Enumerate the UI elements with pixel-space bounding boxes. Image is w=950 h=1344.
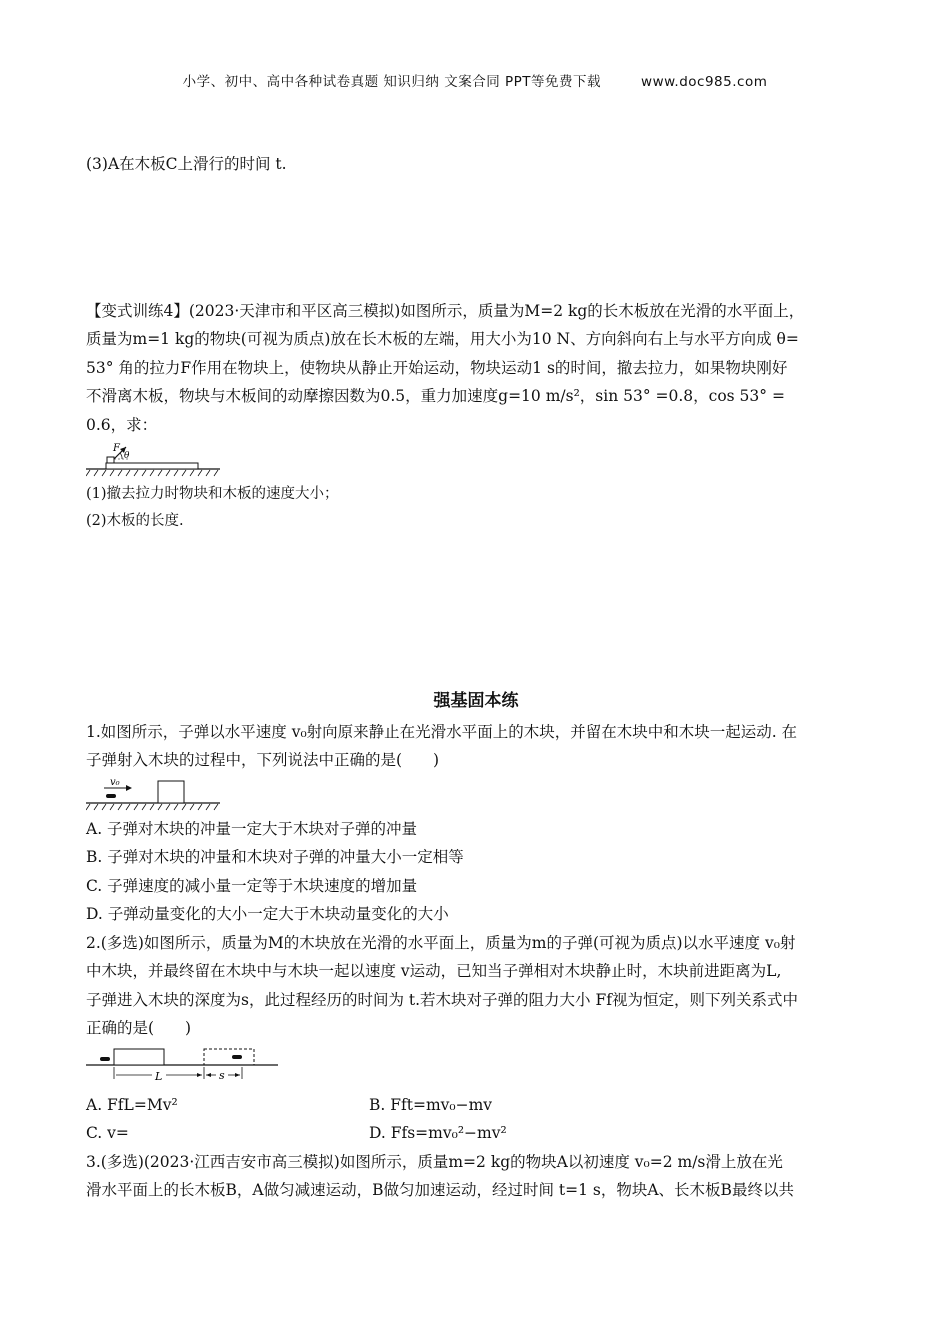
variant-exercise-4 bbox=[86, 297, 866, 536]
question-1 bbox=[86, 718, 866, 929]
board-force-figure bbox=[86, 441, 226, 477]
q2-line-1: 2.(多选)如图所示，质量为M的木块放在光滑的水平面上，质量为m的子弹(可视为质点)以水平速度 v₀射 bbox=[86, 933, 796, 952]
q2-options-row-2 bbox=[86, 1119, 866, 1148]
header-text: 小学、初中、高中各种试卷真题 知识归纳 文案合同 PPT等免费下载 bbox=[182, 74, 602, 90]
q1-option-b: B. 子弹对木块的冲量和木块对子弹的冲量大小一定相等 bbox=[86, 848, 464, 866]
variant-line-2: 质量为m=1 kg的物块(可视为质点)放在长木板的左端，用大小为10 N、方向斜向右上与水平方向成 θ= bbox=[86, 330, 799, 348]
bullet-penetration-figure bbox=[86, 1045, 286, 1087]
bullet bbox=[106, 794, 116, 798]
block bbox=[107, 457, 114, 463]
velocity-label: v₀ bbox=[110, 776, 120, 788]
page-header bbox=[0, 70, 950, 90]
q2-option-a: A. FfL=Mv² bbox=[86, 1095, 178, 1114]
bullet-initial bbox=[100, 1057, 110, 1061]
question-2 bbox=[86, 929, 866, 1148]
q1-line-2: 子弹射入木块的过程中，下列说法中正确的是( ) bbox=[86, 751, 440, 769]
q1-option-d: D. 子弹动量变化的大小一定大于木块动量变化的大小 bbox=[86, 905, 449, 923]
q3-line-1: 3.(多选)(2023·江西吉安市高三模拟)如图所示，质量m=2 kg的物块A以初速度 v₀=2 m/s滑上放在光 bbox=[86, 1152, 783, 1171]
variant-sub-2: (2)木板的长度. bbox=[86, 513, 184, 529]
variant-line-3: 53° 角的拉力F作用在物块上，使物块从静止开始运动，物块运动1 s的时间，撤去拉力，如果物块刚好 bbox=[86, 358, 788, 377]
bullet-final bbox=[232, 1055, 242, 1059]
q2-options-row-1 bbox=[86, 1091, 866, 1120]
q1-option-a: A. 子弹对木块的冲量一定大于木块对子弹的冲量 bbox=[86, 819, 418, 838]
distance-label-l: L bbox=[155, 1069, 163, 1083]
document-body bbox=[86, 150, 866, 1205]
answer-space bbox=[86, 179, 866, 297]
q2-line-2: 中木块，并最终留在木块中与木块一起以速度 v运动，已知当子弹相对木块静止时，木块前进距离为L, bbox=[86, 962, 782, 980]
q2-line-3: 子弹进入木块的深度为s，此过程经历的时间为 t.若木块对子弹的阻力大小 Ff视为恒定，则下列关系式中 bbox=[86, 990, 798, 1009]
angle-label: θ bbox=[124, 451, 130, 461]
variant-line-5: 0.6，求： bbox=[86, 415, 158, 434]
bullet-block-figure bbox=[86, 777, 226, 811]
variant-line-1: 【变式训练4】(2023·天津市和平区高三模拟)如图所示，质量为M=2 kg的长木板放在光滑的水平面上， bbox=[86, 301, 805, 320]
q1-option-c: C. 子弹速度的减小量一定等于木块速度的增加量 bbox=[86, 876, 418, 895]
section-title: 强基固本练 bbox=[433, 691, 519, 711]
q2-line-4: 正确的是( ) bbox=[86, 1019, 192, 1037]
header-site-link[interactable]: www.doc985.com bbox=[641, 74, 768, 90]
q2-option-b: B. Fft=mv₀−mv bbox=[369, 1095, 493, 1114]
q3-line-2: 滑水平面上的长木板B，A做匀减速运动，B做匀加速运动，经过时间 t=1 s，物块A、长木板B最终以共 bbox=[86, 1181, 794, 1199]
variant-label: 【变式训练4】 bbox=[86, 301, 189, 320]
force-label: F bbox=[113, 443, 120, 454]
wood-block bbox=[158, 781, 184, 803]
long-board bbox=[106, 463, 198, 469]
q1-line-1: 1.如图所示，子弹以水平速度 v₀射向原来静止在光滑水平面上的木块，并留在木块中和木块一起运动. 在 bbox=[86, 722, 798, 741]
question-part-3: (3)A在木板C上滑行的时间 t. bbox=[86, 155, 287, 173]
question-3 bbox=[86, 1148, 866, 1205]
variant-sub-1: (1)撤去拉力时物块和木板的速度大小； bbox=[86, 486, 339, 502]
q2-option-c: C. v= bbox=[86, 1124, 129, 1142]
variant-line-4: 不滑离木板，物块与木板间的动摩擦因数为0.5，重力加速度g=10 m/s²，sin 53° =0.8，cos 53° = bbox=[86, 387, 785, 405]
block-initial bbox=[114, 1049, 164, 1065]
block-final bbox=[204, 1049, 254, 1065]
answer-space bbox=[86, 535, 866, 677]
q2-option-d: D. Ffs=mv₀²−mv² bbox=[369, 1124, 507, 1142]
depth-label-s: s bbox=[219, 1068, 225, 1082]
